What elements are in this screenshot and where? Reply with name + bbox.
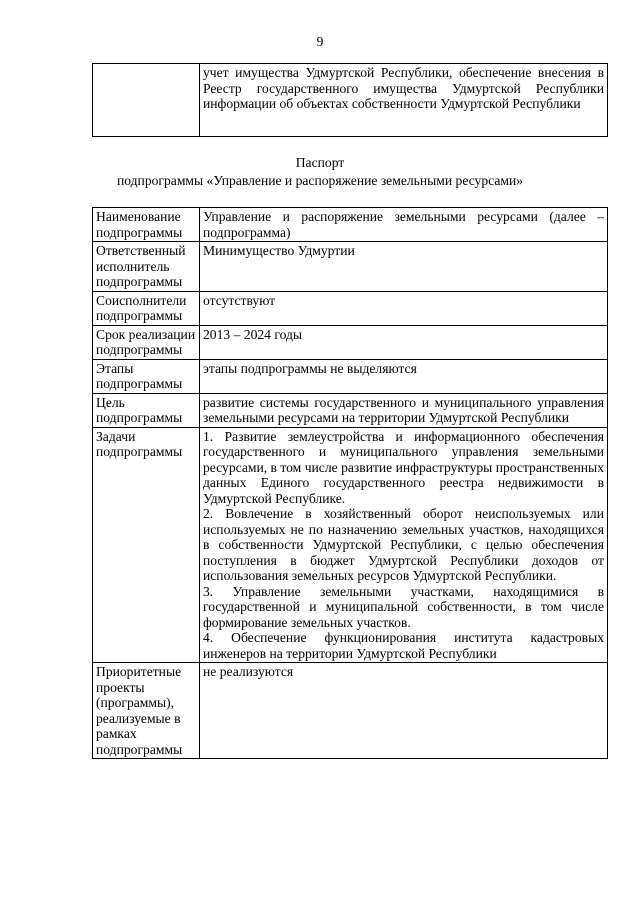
row-label: Цель подпрограммы	[93, 393, 200, 427]
row-value: Управление и распоряжение земельными ресурсами (далее – подпрограмма)	[200, 208, 608, 242]
table-row	[93, 291, 608, 325]
empty-label-cell	[93, 64, 200, 137]
tasks-cell	[200, 427, 608, 663]
task-item: 2. Вовлечение в хозяйственный оборот неиспользуемых или используемых не по назначению земельных участков, находящихся в собственности Удмуртской Республики, с целью обеспечения поступления в бюджет Удмуртской Республики доходов от использования земельных ресурсов Удмуртской Республики.	[203, 506, 604, 583]
row-value: не реализуются	[200, 663, 608, 759]
row-label: Задачи подпрограммы	[93, 427, 200, 663]
continued-cell: учет имущества Удмуртской Республики, обеспечение внесения в Реестр государственного имущества Удмуртской Республики информации об объектах собственности Удмуртской Республики	[200, 64, 608, 137]
row-value: развитие системы государственного и муниципального управления земельными ресурсами на территории Удмуртской Республики	[200, 393, 608, 427]
row-label: Срок реализации подпрограммы	[93, 325, 200, 359]
row-value: отсутствуют	[200, 291, 608, 325]
table-row	[93, 242, 608, 292]
table-row	[93, 427, 608, 663]
continued-table	[92, 63, 608, 137]
row-label: Соисполнители подпрограммы	[93, 291, 200, 325]
row-value: Минимущество Удмуртии	[200, 242, 608, 292]
table-row	[93, 393, 608, 427]
passport-subtitle: подпрограммы «Управление и распоряжение земельными ресурсами»	[116, 173, 524, 188]
passport-title: Паспорт	[295, 155, 345, 170]
page-number: 9	[316, 34, 324, 49]
task-item: 3. Управление земельными участками, находящимися в государственной и муниципальной собственности, в том числе формирование земельных участков.	[203, 583, 604, 630]
row-label: Этапы подпрограммы	[93, 359, 200, 393]
task-item: 4. Обеспечение функционирования института кадастровых инженеров на территории Удмуртской Республики	[203, 630, 604, 661]
row-value: этапы подпрограммы не выделяются	[200, 359, 608, 393]
row-label: Приоритетные проекты (программы), реализуемые в рамках подпрограммы	[93, 663, 200, 759]
row-label: Ответственный исполнитель подпрограммы	[93, 242, 200, 292]
table-row	[93, 64, 608, 137]
task-item: 1. Развитие землеустройства и информационного обеспечения государственного и муниципального управления земельными ресурсами, в том числе развитие инфраструктуры пространственных данных Единого государственного реестра недвижимости в Удмуртской Республике.	[203, 428, 604, 506]
table-row	[93, 325, 608, 359]
row-label: Наименование подпрограммы	[93, 208, 200, 242]
table-row	[93, 663, 608, 759]
passport-table	[92, 207, 608, 759]
table-row	[93, 208, 608, 242]
row-value: 2013 – 2024 годы	[200, 325, 608, 359]
table-row	[93, 359, 608, 393]
